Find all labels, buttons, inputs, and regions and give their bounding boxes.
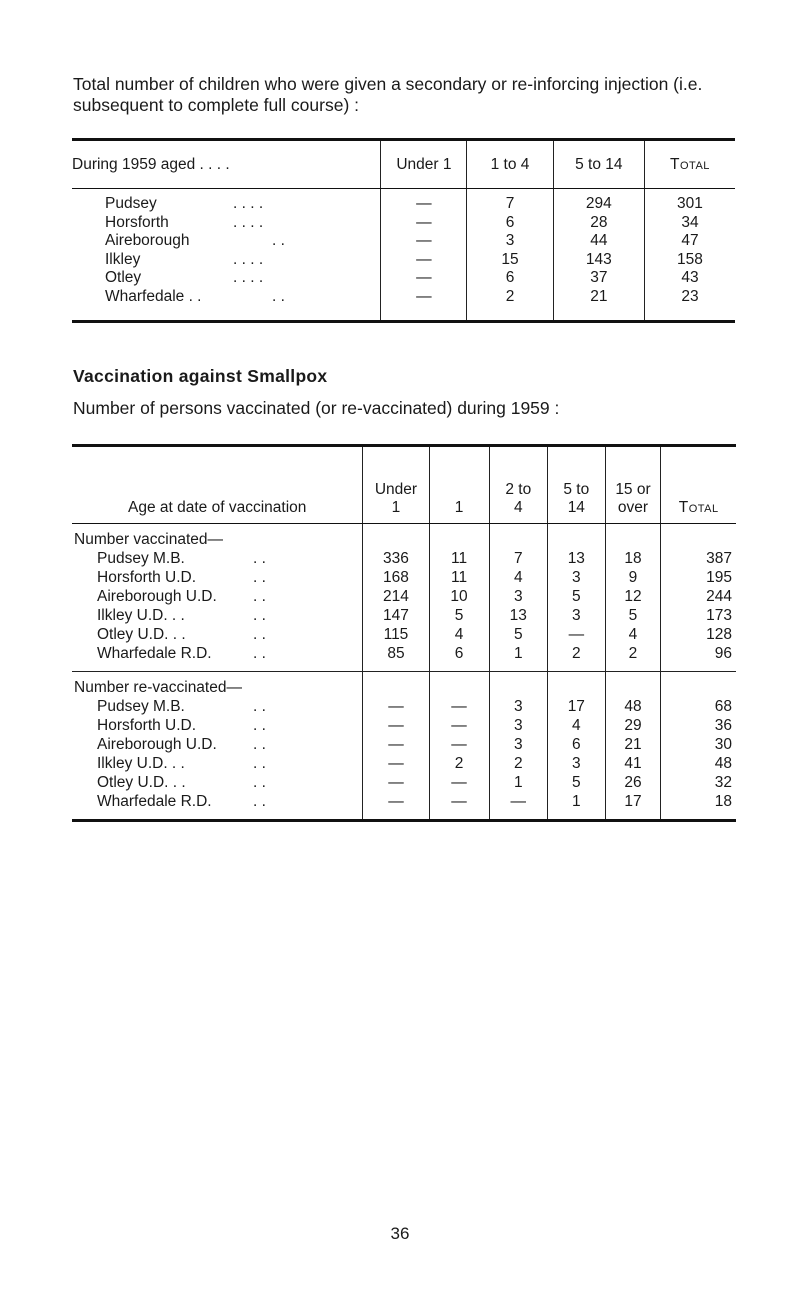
total-cell: 128 [661,625,736,644]
area-cell [72,735,363,754]
area-cell [72,251,381,270]
empty-cell [489,672,547,698]
15-or-over-cell: 17 [605,792,661,821]
leader-dots: . . [253,645,266,662]
group-heading-row [72,524,736,550]
area-cell [72,214,381,233]
5-to-14-cell: 44 [553,232,644,251]
area-cell [72,189,381,214]
5-to-14-cell: 2 [548,644,606,672]
area-cell [72,568,363,587]
age-1-cell: 4 [429,625,489,644]
empty-cell [548,524,606,550]
table-row [72,716,736,735]
table-row [72,773,736,792]
row-label: Horsforth U.D. [97,717,197,734]
group-heading-row [72,672,736,698]
table-row [72,269,735,288]
area-cell [72,792,363,821]
under-1-cell: 336 [363,549,429,568]
age-1-cell: — [429,792,489,821]
total-cell: 47 [644,232,735,251]
total-cell: 48 [661,754,736,773]
row-label: Ilkley U.D. . . [97,755,185,772]
total-cell: 43 [644,269,735,288]
table-row [72,251,735,270]
table-row [72,568,736,587]
table-row [72,549,736,568]
smallpox-vaccination-table [72,444,736,822]
table-row [72,735,736,754]
5-to-14-cell: 13 [548,549,606,568]
15-or-over-cell: 5 [605,606,661,625]
15-or-over-cell: 4 [605,625,661,644]
leader-dots: . . [253,607,266,624]
5-to-14-cell: 6 [548,735,606,754]
intro-paragraph: Total number of children who were given a secondary or re-inforcing injection (i.e. subsequent to complete full course) : [73,74,703,115]
row-label: Otley [105,269,142,287]
empty-cell [661,524,736,550]
under-1-cell: — [381,232,467,251]
table-row [72,792,736,821]
table-row [72,625,736,644]
5-to-14-cell: 143 [553,251,644,270]
2-to-4-cell: 3 [489,587,547,606]
1-to-4-cell: 3 [467,232,553,251]
header-under-1: Under 1 [363,446,429,524]
area-cell [72,773,363,792]
age-1-cell: — [429,716,489,735]
total-cell: 36 [661,716,736,735]
table-row [72,644,736,672]
leader-dots: . . [253,588,266,605]
total-cell: 23 [644,288,735,322]
under-1-cell: — [363,735,429,754]
empty-cell [661,672,736,698]
group-heading: Number vaccinated— [74,531,224,548]
leader-dots: . . [253,550,266,567]
under-1-cell: 147 [363,606,429,625]
leader-dots: . . [253,569,266,586]
1-to-4-cell: 6 [467,214,553,233]
total-cell: 96 [661,644,736,672]
5-to-14-cell: 21 [553,288,644,322]
secondary-injection-table [72,138,735,323]
header-age-at-vaccination: Age at date of vaccination [72,446,363,524]
age-1-cell: 10 [429,587,489,606]
under-1-cell: 168 [363,568,429,587]
row-label: Wharfedale R.D. [97,645,212,662]
area-cell [72,644,363,672]
section-subtitle: Number of persons vaccinated (or re-vaccinated) during 1959 : [73,398,560,418]
under-1-cell: — [381,189,467,214]
row-label: Aireborough U.D. [97,736,217,753]
1-to-4-cell: 6 [467,269,553,288]
area-cell [72,697,363,716]
header-5-to-14: 5 to 14 [553,140,644,189]
5-to-14-cell: — [548,625,606,644]
total-cell: 173 [661,606,736,625]
age-1-cell: — [429,773,489,792]
table-row [72,754,736,773]
table-row [72,288,735,322]
area-cell [72,288,381,322]
leader-dots: . . . . [233,213,264,231]
leader-dots: . . [253,626,266,643]
row-label: Ilkley U.D. . . [97,607,185,624]
header-2-to-4: 2 to 4 [489,446,547,524]
under-1-cell: — [363,754,429,773]
area-cell [72,587,363,606]
row-label: Pudsey [105,195,157,213]
age-1-cell: — [429,697,489,716]
5-to-14-cell: 4 [548,716,606,735]
under-1-cell: — [381,269,467,288]
5-to-14-cell: 28 [553,214,644,233]
table-row [72,587,736,606]
table-header-row [72,140,735,189]
15-or-over-cell: 41 [605,754,661,773]
5-to-14-cell: 5 [548,773,606,792]
2-to-4-cell: 1 [489,644,547,672]
empty-cell [548,672,606,698]
15-or-over-cell: 29 [605,716,661,735]
row-label: Wharfedale . . [105,287,202,305]
header-5-to-14: 5 to 14 [548,446,606,524]
leader-dots: . . [272,287,285,305]
row-label: Pudsey M.B. [97,550,185,567]
under-1-cell: — [363,773,429,792]
empty-cell [363,524,429,550]
2-to-4-cell: 4 [489,568,547,587]
15-or-over-cell: 21 [605,735,661,754]
2-to-4-cell: 3 [489,735,547,754]
2-to-4-cell: — [489,792,547,821]
area-cell [72,716,363,735]
row-label: Aireborough [105,232,190,250]
15-or-over-cell: 18 [605,549,661,568]
total-cell: 244 [661,587,736,606]
page-number: 36 [390,1224,410,1243]
2-to-4-cell: 3 [489,716,547,735]
total-cell: 195 [661,568,736,587]
under-1-cell: 115 [363,625,429,644]
row-label: Ilkley [105,250,141,268]
table-row [72,697,736,716]
leader-dots: . . [272,232,285,249]
row-label: Horsforth [105,213,169,231]
empty-cell [429,672,489,698]
age-1-cell: 6 [429,644,489,672]
empty-cell [605,524,661,550]
group-heading: Number re-vaccinated— [74,679,242,696]
table-row [72,606,736,625]
2-to-4-cell: 7 [489,549,547,568]
under-1-cell: 214 [363,587,429,606]
5-to-14-cell: 1 [548,792,606,821]
area-cell [72,269,381,288]
leader-dots: . . [253,698,266,715]
leader-dots: . . [253,717,266,734]
age-1-cell: 11 [429,568,489,587]
area-cell [72,625,363,644]
2-to-4-cell: 3 [489,697,547,716]
row-label: Horsforth U.D. [97,569,197,586]
1-to-4-cell: 7 [467,189,553,214]
2-to-4-cell: 13 [489,606,547,625]
total-cell: 32 [661,773,736,792]
leader-dots: . . . . [233,269,264,286]
leader-dots: . . [253,736,266,753]
table-header-row [72,446,736,524]
leader-dots: . . [253,793,266,810]
header-1-to-4: 1 to 4 [467,140,553,189]
row-label: Otley U.D. . . [97,774,186,791]
total-cell: 68 [661,697,736,716]
15-or-over-cell: 12 [605,587,661,606]
empty-cell [489,524,547,550]
under-1-cell: — [363,697,429,716]
5-to-14-cell: 37 [553,269,644,288]
area-cell [72,606,363,625]
leader-dots: . . . . [233,250,264,268]
table-row [72,232,735,251]
header-age-period: During 1959 aged . . . . [72,140,381,189]
header-total: Total [644,140,735,189]
table-row [72,189,735,214]
total-cell: 387 [661,549,736,568]
row-label: Pudsey M.B. [97,698,185,715]
5-to-14-cell: 294 [553,189,644,214]
header-total: Total [661,446,736,524]
age-1-cell: — [429,735,489,754]
empty-cell [429,524,489,550]
area-cell [72,549,363,568]
2-to-4-cell: 5 [489,625,547,644]
total-cell: 30 [661,735,736,754]
under-1-cell: — [381,251,467,270]
15-or-over-cell: 2 [605,644,661,672]
total-cell: 158 [644,251,735,270]
leader-dots: . . . . [233,195,264,212]
2-to-4-cell: 1 [489,773,547,792]
5-to-14-cell: 3 [548,754,606,773]
under-1-cell: — [381,214,467,233]
empty-cell [363,672,429,698]
5-to-14-cell: 3 [548,568,606,587]
1-to-4-cell: 2 [467,288,553,322]
row-label: Wharfedale R.D. [97,793,212,810]
total-cell: 18 [661,792,736,821]
5-to-14-cell: 5 [548,587,606,606]
empty-cell [605,672,661,698]
under-1-cell: — [363,716,429,735]
15-or-over-cell: 26 [605,773,661,792]
15-or-over-cell: 48 [605,697,661,716]
age-1-cell: 5 [429,606,489,625]
row-label: Otley U.D. . . [97,626,186,643]
age-1-cell: 2 [429,754,489,773]
15-or-over-cell: 9 [605,568,661,587]
total-cell: 301 [644,189,735,214]
age-1-cell: 11 [429,549,489,568]
header-15-or-over: 15 or over [605,446,661,524]
total-cell: 34 [644,214,735,233]
2-to-4-cell: 2 [489,754,547,773]
under-1-cell: 85 [363,644,429,672]
under-1-cell: — [381,288,467,322]
row-label: Aireborough U.D. [97,588,217,605]
table-row [72,214,735,233]
5-to-14-cell: 3 [548,606,606,625]
under-1-cell: — [363,792,429,821]
leader-dots: . . [253,755,266,772]
area-cell [72,754,363,773]
header-under-1: Under 1 [381,140,467,189]
1-to-4-cell: 15 [467,251,553,270]
area-cell [72,232,381,251]
section-title: Vaccination against Smallpox [73,366,328,386]
header-1: 1 [429,446,489,524]
leader-dots: . . [253,774,266,791]
5-to-14-cell: 17 [548,697,606,716]
